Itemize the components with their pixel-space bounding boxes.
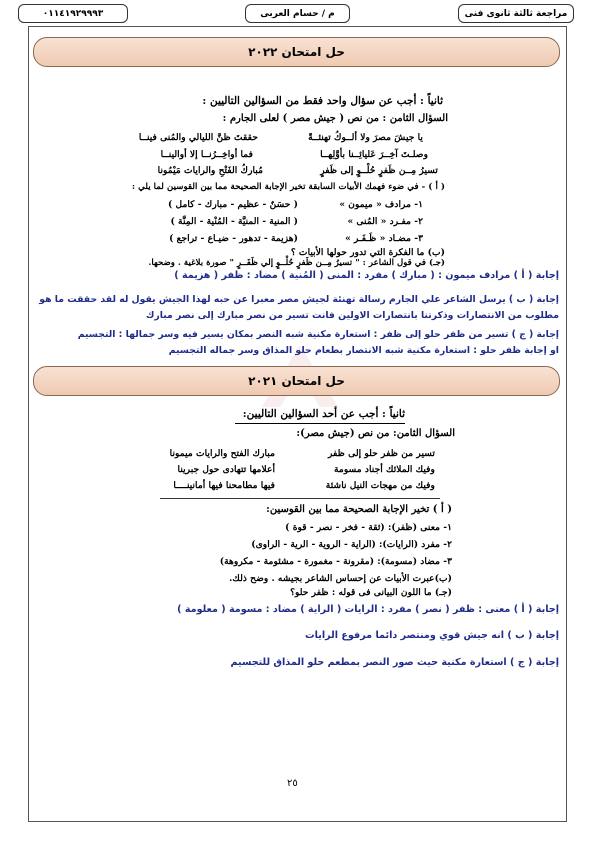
subject-pill [458,4,574,23]
answer-c-2021: إجابة ( ج ) استعارة مكنية حيث صور النصر بمطعم حلو المذاق للتجسيم [230,657,559,668]
verse-2-left: أعلامها تتهادى حول جبرينا [177,464,275,475]
question-title: السؤال الثامن : من نص ( جيش مصر ) لعلى الجارم : [222,113,448,124]
answer-b-2021: إجابة ( ب ) انه جيش قوي ومنتصر دائما مرفوع الرايات [305,630,559,641]
verse-2-right: وصلـتَ آخِــرَ عَليائِــنا بأوَّلِهــا [320,149,428,160]
verse-2-right: وفيك الملائك أجناد مسومة [334,464,435,475]
item-2: ٢- مفرد (الرايات): (الراية - الروية - الرية - الراوى) [251,539,452,550]
question-b: (ب)عبرت الأبيات عن إحساس الشاعر بجيشه . وضح ذلك. [229,573,452,584]
exam-2021-banner [33,366,560,396]
teacher-pill [245,4,350,23]
answer-c-2022-line1: إجابة ( ج ) تسير من ظفر حلو إلى ظفر : استعارة مكنية شبه النصر بمكان يسير فيه وسر جمالها : التجسيم [77,329,559,340]
verse-3-left: فيها مطامحنا فيها أمانينــــا [173,480,275,491]
instruction: ثانياً : أجب عن سؤال واحد فقط من السؤالين التاليين : [202,95,443,107]
question-c: (جـ) ما اللون البيانى فى قوله : ظفر حلو؟ [290,587,452,598]
verse-3-right: وفيك من مهجات النيل ناشئة [325,480,435,491]
question-title: السؤال الثامن: من نص (جيش مصر): [296,428,455,439]
instruction-underline [235,423,405,424]
item-1: ١- معنى (ظفر): (ثقة - فخر - نصر - قوة ) [285,522,452,533]
verse-1-right: يا جيشَ مصرَ ولا ألــوكُ تهنئــةً [308,132,423,143]
item-3-options: (هزيمة - تدهور - ضيـاع - تراجع ) [169,233,298,244]
verse-1-left: حققتَ ظنَّ الليالي والمُنى فينــا [138,132,258,143]
question-divider [160,498,440,499]
phone-pill [18,4,128,23]
exam-2022-question-scan [118,93,448,266]
question-a: ( أ ) تخير الإجابة الصحيحة مما بين القوسين: [266,504,452,515]
phone-label: ٠١١٤١٩٢٩٩٩٣ [42,8,104,19]
instruction: ثانياً : أجب عن أحد السؤالين التاليين: [242,408,405,420]
item-2-options: ( المنية - المنيَّة - المُنْية - المِنَّة ) [170,216,298,227]
verse-3-right: تسيرُ مِــن ظَفرٍ حُلْــوٍ إلى ظَفرٍ [320,165,438,176]
page-number: ٢٥ [287,778,298,789]
item-1-options: ( حسَنٌ - عظيم - مبارك - كامل ) [167,199,298,210]
item-3-label: ٣- مضـاد « ظَـفَـر » [345,233,423,244]
exam-2021-question-scan [150,407,455,598]
exam-2022-title: حل امتحان ٢٠٢٢ [248,45,345,59]
question-a: ( أ ) - في ضوء فهمك الأبيات السابقة تخير الإجابة الصحيحة مما بين القوسين لما يلي : [131,182,445,192]
verse-1-left: مبارك الفتح والرايات ميمونا [169,448,275,459]
verse-3-left: مُباركُ الفَتْحِ والرايات مَيْمُونا [157,165,263,176]
question-b: (ب) ما الفكرة التي تدور حولها الأبيات ؟ [290,247,445,258]
answer-b-2022-line1: إجابة ( ب ) يرسل الشاعر علي الجارم رسالة تهنئة لجيش مصر معبرا عن حبه لهذا الجيش يقول له لقد حققت ما هو [39,294,559,305]
answer-c-2022-line2: او إجابة ظفر حلو : استعارة مكنية شبه الانتصار بطعام حلو المذاق وسر جماله التجسيم [168,345,559,356]
teacher-label: م / حسام العربى [260,8,335,19]
verse-2-left: فما أواخِــرُنــا إلا أوالينــا [160,149,253,160]
item-3: ٣- مضاد (مسومة): (مقرونة - مغمورة - مشئومة - مكروهة) [219,556,452,567]
item-1-label: ١- مرادف « ميمون » [339,199,423,210]
subject-label: مراجعة ثالثة ثانوى فنى [464,8,568,19]
exam-2022-banner [33,37,560,67]
answer-a-2021: إجابة ( أ ) معنى : ظفر ( نصر ) مفرد : الرايات ( الراية ) مضاد : مسومة ( معلومة ) [177,604,559,615]
question-c: (جـ) في قول الشاعر : " تسيرُ مِــن ظَفرٍ حُلْــوٍ إلي ظَفَــرٍ " صورة بلاغية . وضحها. [148,258,445,268]
exam-2021-title: حل امتحان ٢٠٢١ [248,374,345,388]
answer-a-2022: إجابة ( أ ) مرادف ميمون : ( مبارك ) مفرد : المنى ( المُنية ) مضاد : ظفر ( هزيمة ) [174,270,559,281]
answer-b-2022-line2: مطلوب من الانتصارات وذكرتنا بانتصارات الاولين فانت تسير من نصر مبارك إلى نصر مبارك [145,310,559,321]
verse-1-right: تسير من ظفر حلو إلى ظفر [327,448,435,459]
item-2-label: ٢- مفـرد « المُنى » [347,216,423,227]
